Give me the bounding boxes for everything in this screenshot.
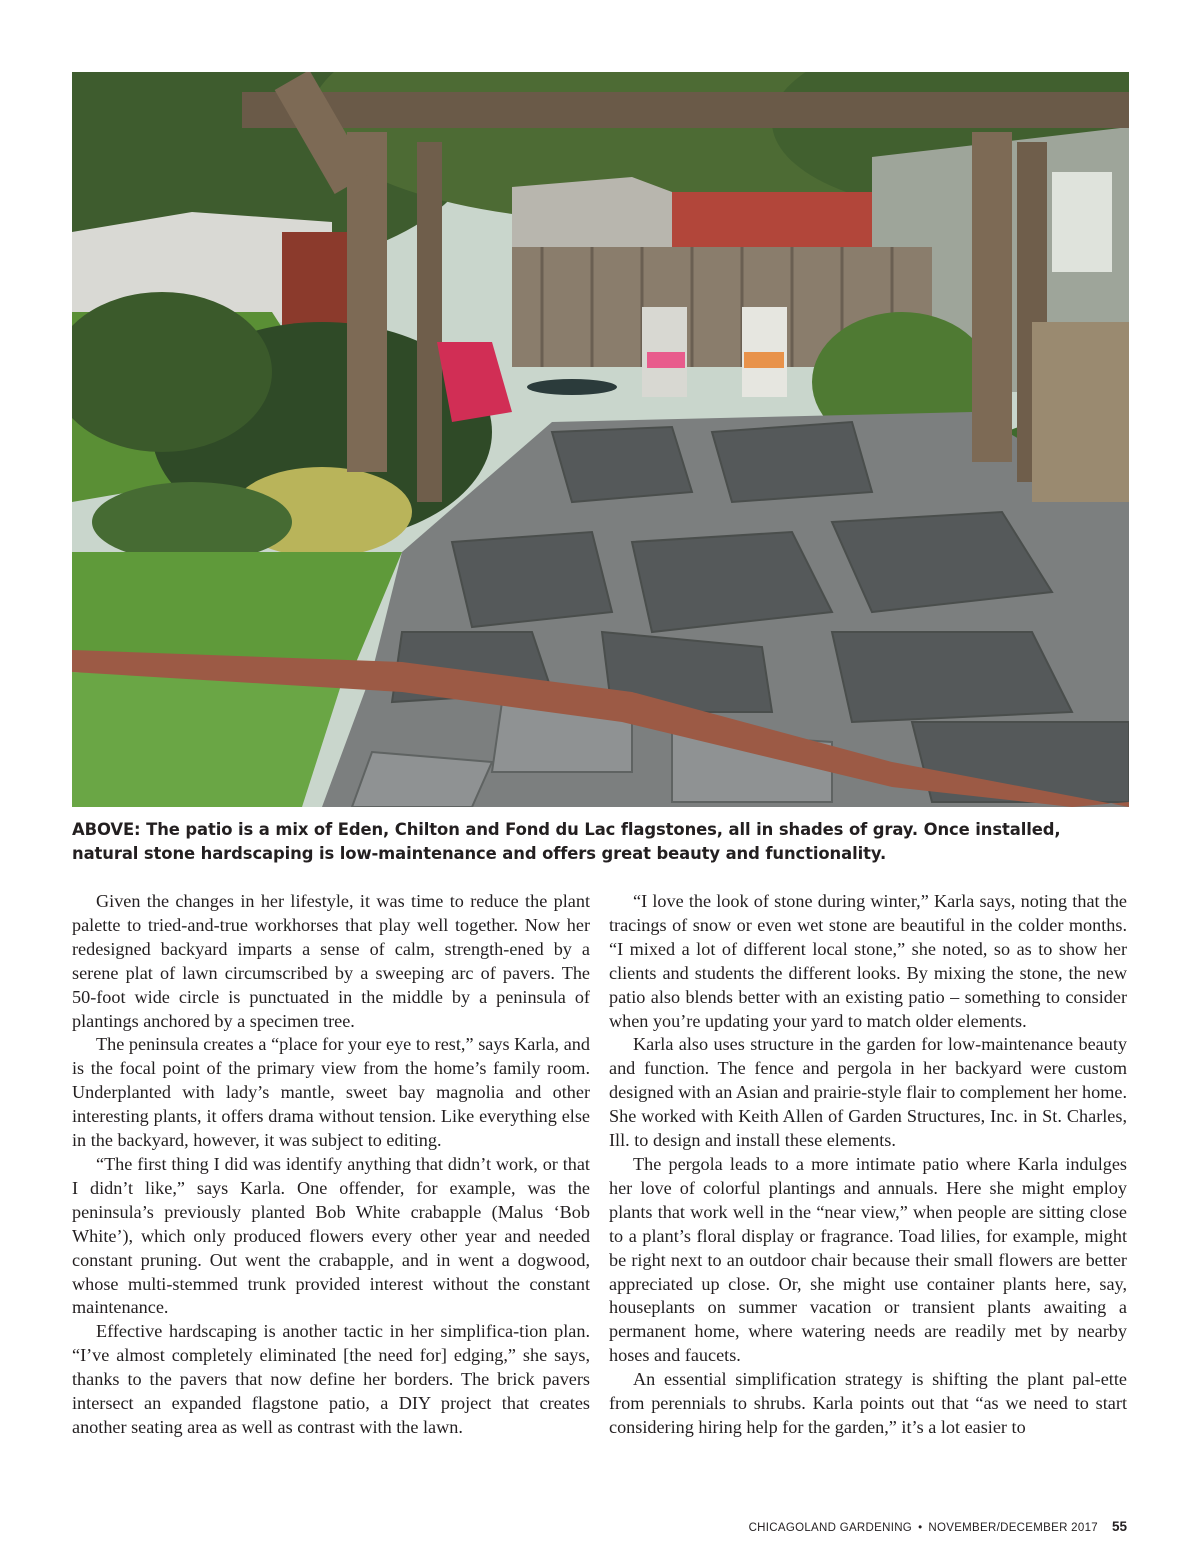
paragraph: “The first thing I did was identify anything that didn’t work, or that I didn’t like,” says Karla. One offender, for example, was the peninsula’s previously planted Bob White crabapple (Malus ‘Bob White’), which only produced flowers every other year and needed constant pruning. Out went the crabapple, and in went a dogwood, whose multi-stemmed trunk provided interest without the constant maintenance. xyxy=(72,1153,590,1318)
page-number: 55 xyxy=(1111,1519,1127,1534)
patio-photo xyxy=(72,72,1129,807)
paragraph: Effective hardscaping is another tactic in her simplifica-tion plan. “I’ve almost completely eliminated [the need for] edging,” she says, thanks to the pavers that now define her borders. The brick pavers intersect an expanded flagstone patio, a DIY project that creates another seating area as well as contrast with the lawn. xyxy=(72,1321,590,1437)
paragraph: Given the changes in her lifestyle, it was time to reduce the plant palette to tried-and-true workhorses that play well together. Now her redesigned backyard imparts a sense of calm, strength-ened by a serene plat of lawn circumscribed by a sweeping arc of pavers. The 50-foot wide circle is punctuated in the middle by a peninsula of plantings anchored by a specimen tree. xyxy=(72,891,590,1031)
article-column-right xyxy=(609,890,1127,1440)
paragraph: “I love the look of stone during winter,” Karla says, noting that the tracings of snow or even wet stone are beautiful in the colder months. “I mixed a lot of different local stone,” she noted, so as to show her clients and students the different looks. By mixing the stone, the new patio also blends better with an existing patio – something to consider when you’re updating your yard to match older elements. xyxy=(609,891,1127,1031)
footer-separator: • xyxy=(918,1522,923,1534)
paragraph: An essential simplification strategy is shifting the plant pal-ette from perennials to shrubs. Karla points out that “as we need to start considering hiring help for the garden,” it’s a lot easier to xyxy=(609,1369,1127,1437)
article-column-left xyxy=(72,890,590,1440)
publication-name: CHICAGOLAND GARDENING xyxy=(748,1522,913,1534)
patio-photo-illustration xyxy=(72,72,1129,807)
page-footer xyxy=(749,1519,1127,1534)
issue-date: NOVEMBER/DECEMBER 2017 xyxy=(928,1522,1098,1534)
paragraph: The pergola leads to a more intimate patio where Karla indulges her love of colorful plantings and annuals. Here she might employ plants that work well in the “near view,” when people are sitting close to a plant’s floral display or fragrance. Toad lilies, for example, might be right next to an outdoor chair because their small flowers are better appreciated up close. Or, she might use container plants here, say, houseplants on summer vacation or transient plants awaiting a permanent home, where watering needs are readily met by nearby hoses and faucets. xyxy=(609,1153,1127,1366)
paragraph: The peninsula creates a “place for your eye to rest,” says Karla, and is the focal point of the primary view from the home’s family room. Underplanted with lady’s mantle, sweet bay magnolia and other interesting plants, it offers drama without tension. Like everything else in the backyard, however, it was subject to editing. xyxy=(72,1034,590,1151)
photo-caption: ABOVE: The patio is a mix of Eden, Chilton and Fond du Lac flagstones, all in shades of gray. Once installed, natural stone hardscaping is low-maintenance and offers great beauty and functionality. xyxy=(72,820,1061,863)
paragraph: Karla also uses structure in the garden for low-maintenance beauty and function. The fence and pergola in her backyard were custom designed with an Asian and prairie-style flair to complement her home. She worked with Keith Allen of Garden Structures, Inc. in St. Charles, Ill. to design and install these elements. xyxy=(609,1034,1127,1151)
